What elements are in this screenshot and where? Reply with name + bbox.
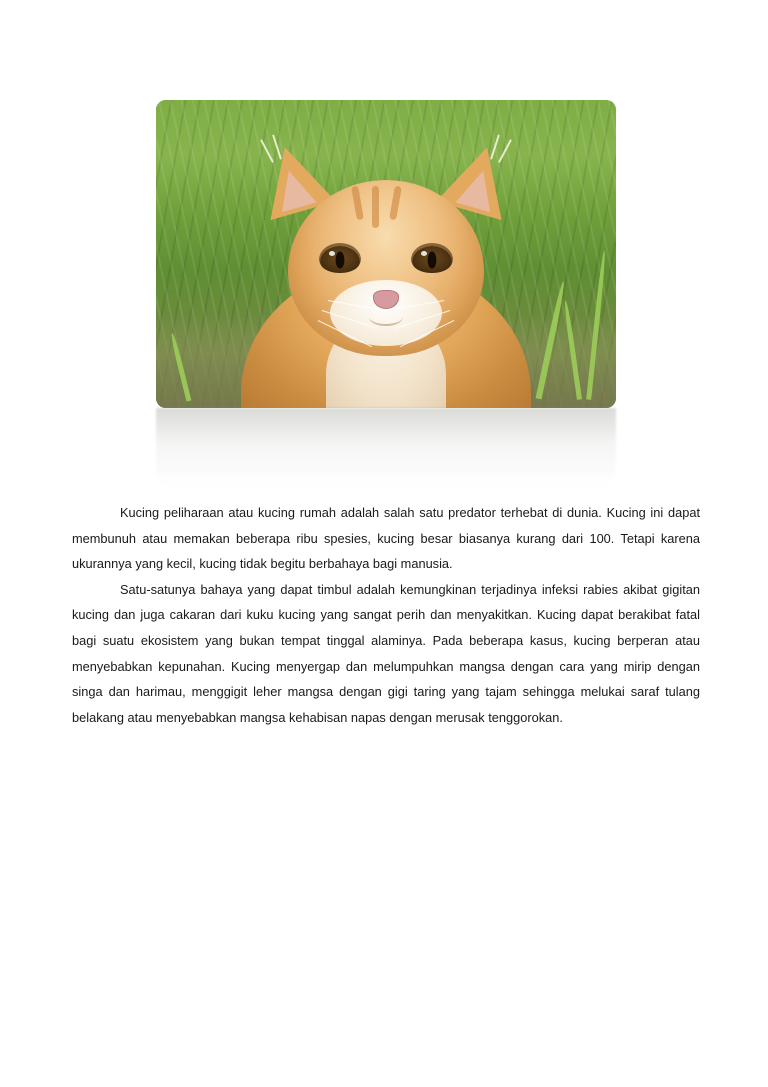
cat-mouth <box>369 308 403 326</box>
cat-figure <box>72 100 700 486</box>
cat-eye-right <box>412 246 452 273</box>
cat-forehead-stripe <box>389 186 402 221</box>
cat-pupil-right <box>428 251 437 268</box>
cat-eye-left <box>320 246 360 273</box>
photo-wrapper <box>156 100 616 486</box>
article-body <box>72 500 700 730</box>
paragraph-1: Kucing peliharaan atau kucing rumah adalah salah satu predator terhebat di dunia. Kucing ini dapat membunuh atau memakan beberapa ribu spesies, kucing besar biasanya kurang dari 100. Tetapi karena ukurannya yang kecil, kucing tidak begitu berbahaya bagi manusia. <box>72 505 700 572</box>
cat-illustration <box>236 134 536 408</box>
cat-forehead-stripe <box>351 186 364 221</box>
cat-photo <box>156 100 616 408</box>
cat-eye-glint <box>421 251 427 256</box>
cat-head <box>288 180 484 356</box>
cat-eye-glint <box>329 251 335 256</box>
paragraph-2: Satu-satunya bahaya yang dapat timbul adalah kemungkinan terjadinya infeksi rabies akibat gigitan kucing dan juga cakaran dari kuku kucing yang sangat perih dan menyakitkan. Kucing dapat berakibat fatal bagi suatu ekosistem yang bukan tempat tinggal alaminya. Pada beberapa kasus, kucing berperan atau menyebabkan kepunahan. Kucing menyergap dan melumpuhkan mangsa dengan cara yang mirip dengan singa dan harimau, menggigit leher mangsa dengan gigi taring yang tajam sehingga melukai saraf tulang belakang atau menyebabkan mangsa kehabisan napas dengan merusak tenggorokan. <box>72 581 700 725</box>
cat-forehead-stripe <box>372 186 379 228</box>
cat-pupil-left <box>336 251 345 268</box>
photo-reflection <box>156 408 616 486</box>
document-content <box>72 100 700 730</box>
